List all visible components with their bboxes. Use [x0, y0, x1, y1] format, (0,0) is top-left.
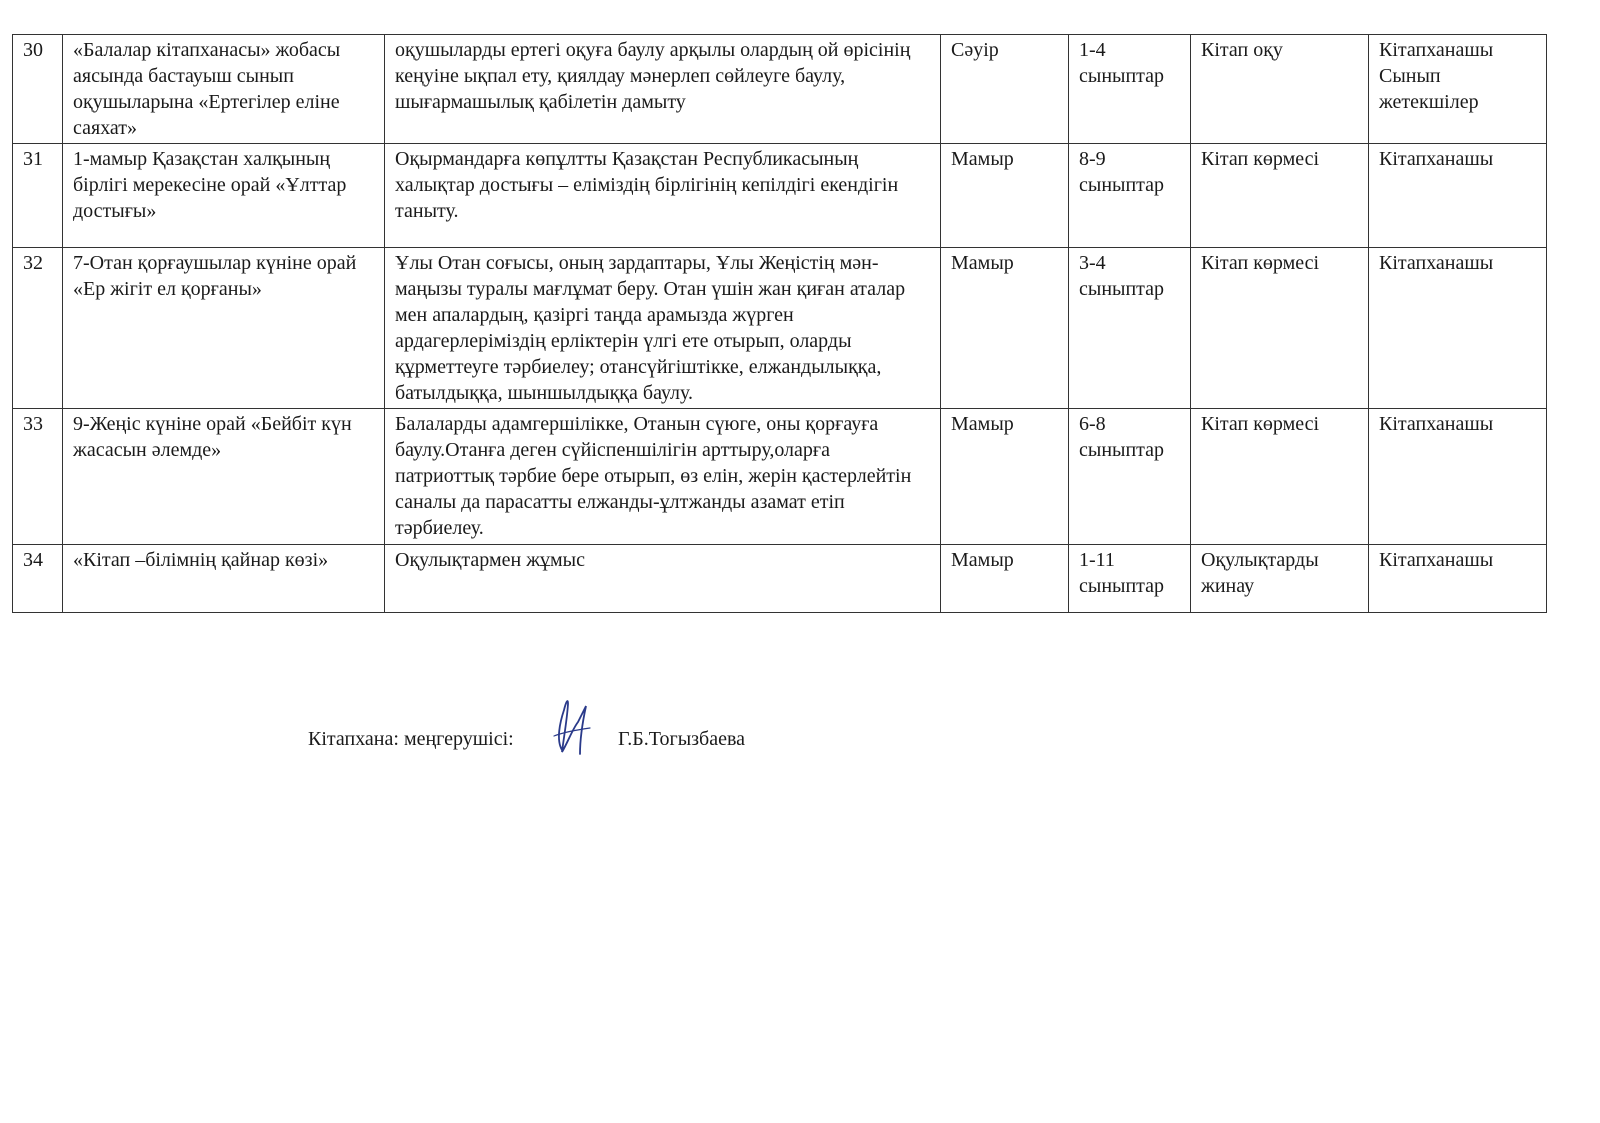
event-month: Мамыр [941, 545, 1069, 613]
event-month: Мамыр [941, 144, 1069, 248]
event-plan-table [12, 34, 1547, 613]
event-form: Кітап көрмесі [1191, 248, 1369, 409]
table-row [13, 35, 1547, 144]
responsible-person: Кітапханашы [1369, 248, 1547, 409]
librarian-name: Г.Б.Тогызбаева [618, 728, 746, 750]
signature-label: Кітапхана: меңгерушісі: [308, 728, 514, 750]
event-name: «Балалар кітапханасы» жобасы аясында бастауыш сынып оқушыларына «Ертегілер еліне саяхат» [63, 35, 385, 144]
event-name: «Кітап –білімнің қайнар көзі» [63, 545, 385, 613]
target-grades: 3-4 сыныптар [1069, 248, 1191, 409]
row-number: 30 [13, 35, 63, 144]
target-grades: 8-9 сыныптар [1069, 144, 1191, 248]
event-goal: оқушыларды ертегі оқуға баулу арқылы олардың ой өрісінің кеңуіне ықпал ету, қиялдау мәнерлеп сөйлеуге баулу, шығармашылық қабілетін дамыту [385, 35, 941, 144]
event-month: Сәуір [941, 35, 1069, 144]
event-form: Кітап көрмесі [1191, 144, 1369, 248]
table-row [13, 248, 1547, 409]
event-goal: Балаларды адамгершілікке, Отанын сүюге, оны қорғауға баулу.Отанға деген сүйіспеншілігін арттыру,оларға патриоттық тәрбие бере отырып, өз елін, жерін қастерлейтін саналы да парасатты елжанды-ұлтжанды азамат етіп тәрбиелеу. [385, 409, 941, 545]
event-form: Кітап оқу [1191, 35, 1369, 144]
event-name: 1-мамыр Қазақстан халқының бірлігі мерекесіне орай «Ұлттар достығы» [63, 144, 385, 248]
event-goal: Оқулықтармен жұмыс [385, 545, 941, 613]
event-month: Мамыр [941, 248, 1069, 409]
table-row [13, 545, 1547, 613]
event-name: 7-Отан қорғаушылар күніне орай «Ер жігіт ел қорғаны» [63, 248, 385, 409]
event-goal: Ұлы Отан соғысы, оның зардаптары, Ұлы Жеңістің мән-маңызы туралы мағлұмат беру. Отан үшін жан қиған аталар мен апалардың, қазіргі таңда арамызда жүрген ардагерлеріміздің ерліктерін үлгі ете отырып, оларды құрметтеуге тәрбиелеу; отансүйгіштікке, елжандылыққа, батылдыққа, шыншылдыққа баулу. [385, 248, 941, 409]
responsible-person: Кітапханашы [1369, 144, 1547, 248]
table-row [13, 144, 1547, 248]
event-form: Оқулықтарды жинау [1191, 545, 1369, 613]
target-grades: 6-8 сыныптар [1069, 409, 1191, 545]
target-grades: 1-4 сыныптар [1069, 35, 1191, 144]
event-goal: Оқырмандарға көпұлтты Қазақстан Республикасының халықтар достығы – еліміздің бірлігінің кепілдігі екендігін таныту. [385, 144, 941, 248]
event-form: Кітап көрмесі [1191, 409, 1369, 545]
row-number: 34 [13, 545, 63, 613]
table-row [13, 409, 1547, 545]
row-number: 32 [13, 248, 63, 409]
target-grades: 1-11 сыныптар [1069, 545, 1191, 613]
responsible-person: Кітапханашы [1369, 409, 1547, 545]
responsible-person: Кітапханашы Сынып жетекшілер [1369, 35, 1547, 144]
event-month: Мамыр [941, 409, 1069, 545]
event-name: 9-Жеңіс күніне орай «Бейбіт күн жасасын әлемде» [63, 409, 385, 545]
row-number: 31 [13, 144, 63, 248]
handwritten-signature [550, 692, 600, 762]
responsible-person: Кітапханашы [1369, 545, 1547, 613]
row-number: 33 [13, 409, 63, 545]
